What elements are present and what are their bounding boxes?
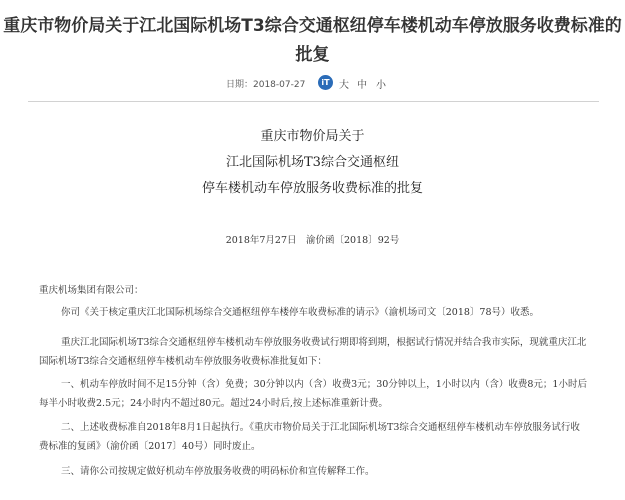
publish-date: 日期：2018-07-27 [226, 80, 306, 90]
paragraph: 三、请你公司按规定做好机动车停放服务收费的明码标价和宣传解释工作。 [61, 466, 375, 477]
header-divider [28, 101, 599, 102]
document-heading-line-2: 江北国际机场T3综合交通枢纽 [226, 155, 399, 170]
font-size-small-button[interactable]: 小 [376, 80, 386, 91]
font-size-medium-button[interactable]: 中 [357, 80, 367, 91]
meta-row [0, 74, 625, 92]
document-date-reference: 2018年7月27日 渝价函〔2018〕92号 [225, 235, 400, 246]
page-title: 重庆市物价局关于江北国际机场T3综合交通枢纽停车楼机动车停放服务收费标准的批复 [3, 16, 622, 65]
paragraph: 重庆江北国际机场T3综合交通枢纽停车楼机动车停放服务收费试行期即将到期，根据试行情况并结合我市实际，现就重庆江北国际机场T3综合交通枢纽停车楼机动车停放服务收费标准批复如下： [39, 337, 587, 367]
document-heading-line-3: 停车楼机动车停放服务收费标准的批复 [201, 181, 423, 196]
paragraph: 一、机动车停放时间不足15分钟（含）免费；30分钟以内（含）收费3元；30分钟以上，1小时以内（含）收费8元；1小时后每半小时收费2.5元；24小时内不超过80元。超过24小时后,按上述标准重新计费。 [39, 379, 587, 409]
addressee: 重庆机场集团有限公司： [39, 285, 144, 296]
document-heading-line-1: 重庆市物价局关于 [260, 129, 365, 144]
paragraph: 二、上述收费标准自2018年8月1日起执行。《重庆市物价局关于江北国际机场T3综合交通枢纽停车楼机动车停放服务试行收费标准的复函》（渝价函〔2017〕40号）同时废止。 [39, 422, 580, 452]
font-size-large-button[interactable]: 大 [339, 80, 349, 91]
paragraph: 你司《关于核定重庆江北国际机场综合交通枢纽停车楼停车收费标准的请示》（渝机场司文〔2018〕78号）收悉。 [61, 307, 540, 318]
font-size-icon: iT [318, 75, 333, 90]
